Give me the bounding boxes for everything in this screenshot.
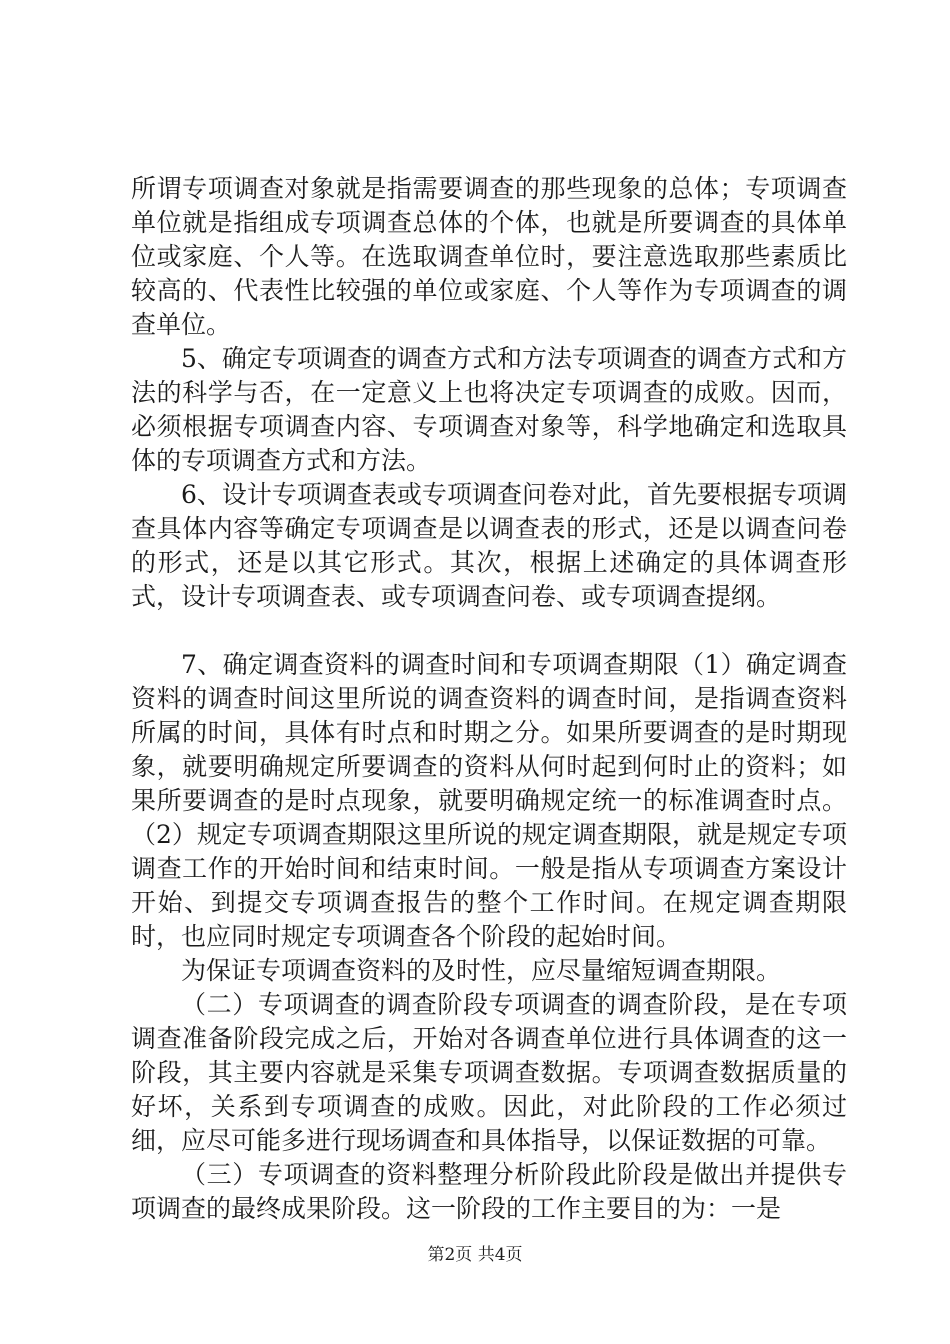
paragraph-item-5: 5、确定专项调查的调查方式和方法专项调查的调查方式和方法的科学与否，在一定意义上也将决定专项调查的成败。因而，必须根据专项调查内容、专项调查对象等，科学地确定和选取具体的专项调查方式和方法。 <box>131 344 847 475</box>
page-number-footer: 第2页 共4页 <box>427 1245 523 1265</box>
paragraph-timeliness: 为保证专项调查资料的及时性，应尽量缩短调查期限。 <box>181 956 782 985</box>
paragraph-item-7: 7、确定调查资料的调查时间和专项调查期限（1）确定调查资料的调查时间这里所说的调查资料的调查时间，是指调查资料所属的时间，具体有时点和时期之分。如果所要调查的是时期现象，就要明确规定所要调查的资料从何时起到何时止的资料；如果所要调查的是时点现象，就要明确规定统一的标准调查时点。（2）规定专项调查期限这里所说的规定调查期限，就是规定专项调查工作的开始时间和结束时间。一般是指从专项调查方案设计开始、到提交专项调查报告的整个工作时间。在规定调查期限时，也应同时规定专项调查各个阶段的起始时间。 <box>131 650 847 951</box>
paragraph-section-3: （三）专项调查的资料整理分析阶段此阶段是做出并提供专项调查的最终成果阶段。这一阶段的工作主要目的为：一是 <box>131 1160 847 1223</box>
document-body <box>131 172 847 1226</box>
paragraph-item-6: 6、设计专项调查表或专项调查问卷对此，首先要根据专项调查具体内容等确定专项调查是以调查表的形式，还是以调查问卷的形式，还是以其它形式。其次，根据上述确定的具体调查形式，设计专项调查表、或专项调查问卷、或专项调查提纲。 <box>131 480 847 611</box>
paragraph-survey-object: 所谓专项调查对象就是指需要调查的那些现象的总体；专项调查单位就是指组成专项调查总体的个体，也就是所要调查的具体单位或家庭、个人等。在选取调查单位时，要注意选取那些素质比较高的、代表性比较强的单位或家庭、个人等作为专项调查的调查单位。 <box>131 174 847 339</box>
paragraph-section-2: （二）专项调查的调查阶段专项调查的调查阶段，是在专项调查准备阶段完成之后，开始对各调查单位进行具体调查的这一阶段，其主要内容就是采集专项调查数据。专项调查数据质量的好坏，关系到专项调查的成败。因此，对此阶段的工作必须过细，应尽可能多进行现场调查和具体指导，以保证数据的可靠。 <box>131 990 847 1155</box>
